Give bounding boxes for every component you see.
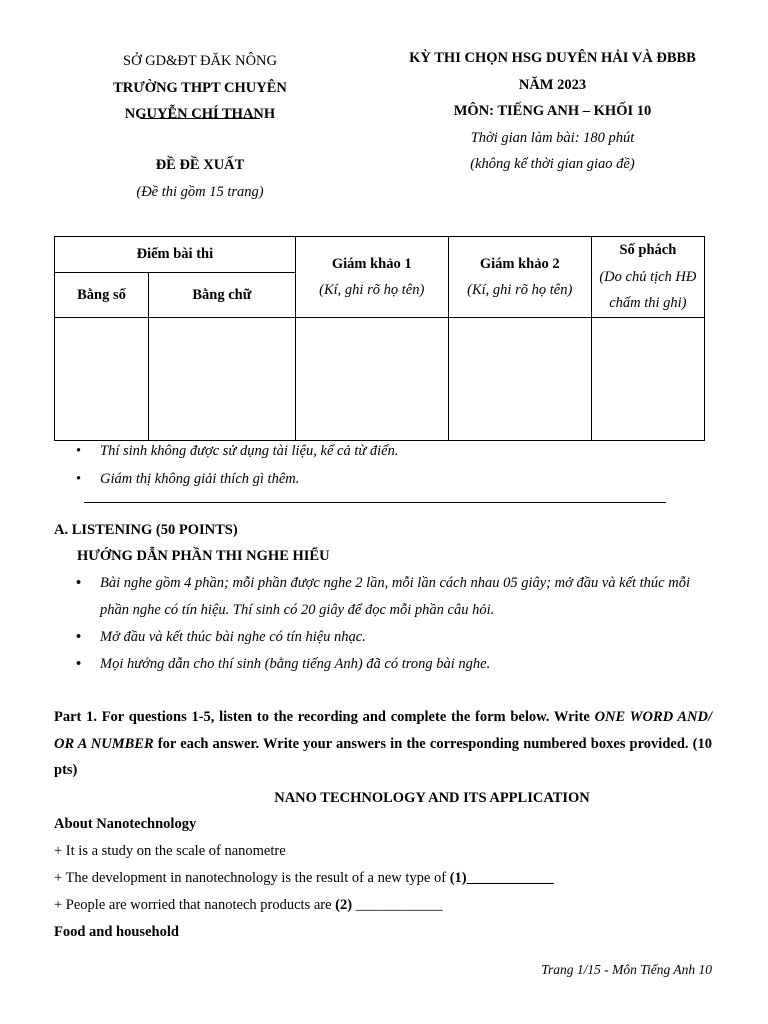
- school-name-line2: NGUYỄN CHÍ THANH: [124, 106, 276, 122]
- code-header: [591, 237, 704, 318]
- header-left: [100, 48, 300, 129]
- exam-notes: [76, 438, 398, 493]
- form-line-q1: [54, 865, 554, 892]
- rule-item: • Mọi hướng dẫn cho thí sinh (bằng tiếng Anh) đã có trong bài nghe.: [76, 651, 716, 678]
- examiner1-label: Giám khảo 1: [331, 255, 412, 272]
- form-line-q2: [54, 892, 554, 919]
- q1-text: + The development in nanotechnology is the result of a new type of: [54, 870, 450, 886]
- part1-intro-a: Part 1. For questions 1-5, listen to the recording and complete the form below. Write: [54, 709, 595, 725]
- part1-intro-emphasis: ONE WORD AND/ OR A NUMBER: [54, 709, 712, 752]
- header-divider: [140, 118, 260, 119]
- subheading-food: Food and household: [54, 924, 179, 940]
- code-cell[interactable]: [591, 318, 704, 441]
- score-header: Điểm bài thi: [55, 237, 296, 273]
- score-words-cell[interactable]: [149, 318, 296, 441]
- q2-text: + People are worried that nanotech products are: [54, 897, 336, 913]
- examiner2-header: [448, 237, 591, 318]
- listening-rules: [76, 570, 716, 678]
- exam-time-note: (không kể thời gian giao đề): [470, 156, 635, 172]
- part1-intro-b: for each answer. Write your answers in the corresponding numbered boxes provided. (10 pts): [54, 735, 712, 778]
- score-words-header: Bằng chữ: [149, 273, 296, 318]
- q1-number: (1): [449, 870, 467, 886]
- proposal-block: [100, 152, 300, 206]
- examiner2-label: Giám khảo 2: [479, 255, 560, 272]
- form-content: [54, 811, 554, 946]
- exam-time: Thời gian làm bài: 180 phút: [470, 129, 635, 146]
- rule-item: • Mở đầu và kết thúc bài nghe có tín hiệu nhạc.: [76, 624, 716, 651]
- score-number-cell[interactable]: [55, 318, 149, 441]
- exam-title: KỲ THI CHỌN HSG DUYÊN HẢI VÀ ĐBBB: [409, 50, 696, 66]
- exam-year: NĂM 2023: [518, 76, 587, 93]
- department-name: SỞ GD&ĐT ĐĂK NÔNG: [123, 53, 277, 69]
- note-item: • Thí sinh không được sử dụng tài liệu, kể cả từ điển.: [76, 438, 398, 466]
- note-item: • Giám thị không giải thích gì thêm.: [76, 466, 398, 494]
- q1-blank[interactable]: ____________: [466, 870, 554, 886]
- rule-item: • Bài nghe gồm 4 phần; mỗi phần được nghe 2 lần, mỗi lần cách nhau 05 giây; mở đầu và kết thúc mỗi phần nghe có tín hiệu. Thí sinh có 20 giây để đọc mỗi phần câu hỏi.: [76, 570, 716, 624]
- examiner1-note: (Kí, ghi rõ họ tên): [319, 282, 425, 298]
- section-a-heading: A. LISTENING (50 POINTS): [54, 522, 238, 538]
- examiner2-cell[interactable]: [448, 318, 591, 441]
- page-footer: Trang 1/15 - Môn Tiếng Anh 10: [541, 962, 712, 977]
- code-note-line2: chấm thi ghi): [609, 295, 687, 312]
- page-count: (Đề thi gồm 15 trang): [136, 184, 264, 200]
- examiner1-cell[interactable]: [295, 318, 448, 441]
- code-label: Số phách: [619, 242, 677, 259]
- q2-number: (2): [335, 897, 353, 913]
- grade-table: [54, 236, 705, 441]
- score-number-header: Bằng số: [55, 273, 149, 318]
- section-divider: [84, 502, 666, 503]
- subheading-about: About Nanotechnology: [54, 816, 197, 832]
- examiner2-note: (Kí, ghi rõ họ tên): [467, 282, 573, 298]
- form-line: + It is a study on the scale of nanometre: [54, 843, 286, 859]
- form-title: NANO TECHNOLOGY AND ITS APPLICATION: [274, 790, 590, 806]
- part1-instructions: [54, 704, 712, 784]
- school-name-line1: TRƯỜNG THPT CHUYÊN: [113, 79, 287, 96]
- listening-guide-heading: HƯỚNG DẪN PHẦN THI NGHE HIỂU: [77, 548, 330, 564]
- header-right: [385, 45, 720, 178]
- examiner1-header: [295, 237, 448, 318]
- exam-subject: MÔN: TIẾNG ANH – KHỐI 10: [453, 103, 652, 119]
- code-note-line1: (Do chủ tịch HĐ: [599, 268, 697, 285]
- q2-blank[interactable]: ____________: [352, 897, 443, 913]
- proposal-title: ĐỀ ĐỀ XUẤT: [155, 157, 245, 173]
